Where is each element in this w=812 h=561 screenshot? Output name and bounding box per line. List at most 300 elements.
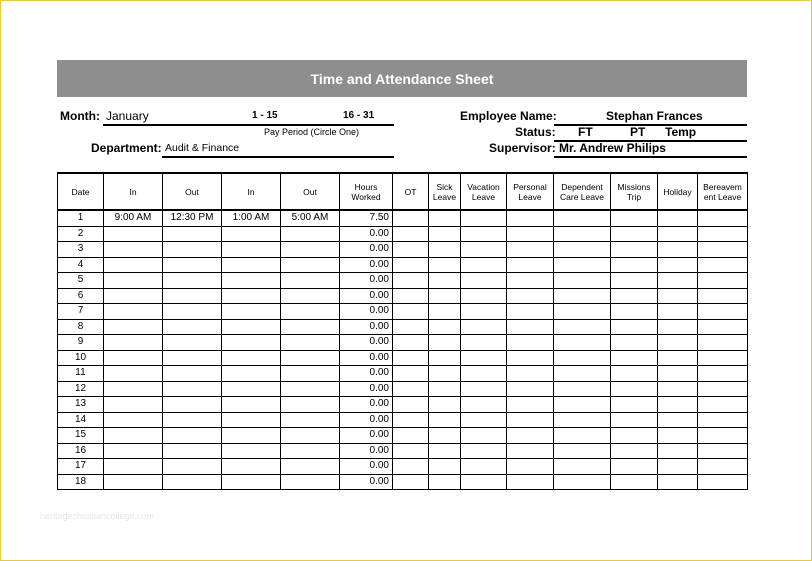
- entry-cell[interactable]: [698, 335, 748, 351]
- entry-cell[interactable]: [222, 459, 281, 475]
- entry-cell[interactable]: [281, 335, 340, 351]
- entry-cell[interactable]: [163, 242, 222, 258]
- entry-cell[interactable]: [163, 335, 222, 351]
- entry-cell[interactable]: [507, 288, 554, 304]
- date-cell: 4: [58, 257, 104, 273]
- entry-cell[interactable]: [698, 350, 748, 366]
- entry-cell[interactable]: [698, 273, 748, 289]
- entry-cell[interactable]: [222, 443, 281, 459]
- entry-cell[interactable]: [554, 381, 611, 397]
- entry-cell[interactable]: [554, 350, 611, 366]
- entry-cell[interactable]: [658, 335, 698, 351]
- hours-worked-cell[interactable]: 0.00: [340, 474, 393, 490]
- entry-cell[interactable]: [393, 428, 429, 444]
- status-option-ft[interactable]: FT: [578, 125, 593, 139]
- entry-cell[interactable]: [698, 397, 748, 413]
- entry-cell[interactable]: [104, 273, 163, 289]
- entry-cell[interactable]: [222, 474, 281, 490]
- table-row: [58, 288, 748, 304]
- entry-cell[interactable]: [429, 242, 461, 258]
- entry-cell[interactable]: [507, 273, 554, 289]
- entry-cell[interactable]: [104, 412, 163, 428]
- employee-name-field[interactable]: Stephan Frances: [606, 109, 703, 123]
- entry-cell[interactable]: [611, 257, 658, 273]
- entry-cell[interactable]: [507, 257, 554, 273]
- table-row: [58, 242, 748, 258]
- employee-name-label: Employee Name:: [460, 109, 557, 123]
- entry-cell[interactable]: [507, 474, 554, 490]
- hours-worked-cell[interactable]: 0.00: [340, 412, 393, 428]
- table-row: [58, 443, 748, 459]
- entry-cell[interactable]: [554, 304, 611, 320]
- entry-cell[interactable]: [698, 210, 748, 226]
- entry-cell[interactable]: [393, 210, 429, 226]
- hours-worked-cell[interactable]: 0.00: [340, 459, 393, 475]
- entry-cell[interactable]: [393, 257, 429, 273]
- entry-cell[interactable]: [658, 459, 698, 475]
- entry-cell[interactable]: [222, 381, 281, 397]
- entry-cell[interactable]: [281, 350, 340, 366]
- entry-cell[interactable]: [393, 412, 429, 428]
- date-cell: 14: [58, 412, 104, 428]
- entry-cell[interactable]: [658, 350, 698, 366]
- entry-cell[interactable]: [507, 397, 554, 413]
- date-cell: 6: [58, 288, 104, 304]
- entry-cell[interactable]: [507, 366, 554, 382]
- entry-cell[interactable]: [658, 319, 698, 335]
- entry-cell[interactable]: [698, 226, 748, 242]
- table-row: [58, 366, 748, 382]
- entry-cell[interactable]: [507, 304, 554, 320]
- entry-cell[interactable]: [104, 242, 163, 258]
- entry-cell[interactable]: [104, 397, 163, 413]
- entry-cell[interactable]: [658, 210, 698, 226]
- entry-cell[interactable]: [222, 350, 281, 366]
- hours-worked-cell[interactable]: 0.00: [340, 226, 393, 242]
- entry-cell[interactable]: [429, 381, 461, 397]
- date-cell: 9: [58, 335, 104, 351]
- entry-cell[interactable]: [393, 397, 429, 413]
- entry-cell[interactable]: [554, 459, 611, 475]
- hours-worked-cell[interactable]: 0.00: [340, 443, 393, 459]
- entry-cell[interactable]: [698, 381, 748, 397]
- entry-cell[interactable]: [554, 335, 611, 351]
- entry-cell[interactable]: [393, 381, 429, 397]
- entry-cell[interactable]: [222, 412, 281, 428]
- entry-cell[interactable]: 1:00 AM: [222, 210, 281, 226]
- hours-worked-cell[interactable]: 0.00: [340, 381, 393, 397]
- pay-period-first-half[interactable]: 1 - 15: [252, 110, 278, 121]
- entry-cell[interactable]: [281, 242, 340, 258]
- entry-cell[interactable]: [393, 350, 429, 366]
- entry-cell[interactable]: 12:30 PM: [163, 210, 222, 226]
- entry-cell[interactable]: [461, 288, 507, 304]
- entry-cell[interactable]: [507, 412, 554, 428]
- entry-cell[interactable]: [461, 474, 507, 490]
- entry-cell[interactable]: [507, 350, 554, 366]
- table-row: [58, 459, 748, 475]
- entry-cell[interactable]: [554, 428, 611, 444]
- entry-cell[interactable]: [429, 273, 461, 289]
- hours-worked-cell[interactable]: 0.00: [340, 335, 393, 351]
- entry-cell[interactable]: [698, 428, 748, 444]
- entry-cell[interactable]: [461, 319, 507, 335]
- entry-cell[interactable]: [461, 381, 507, 397]
- entry-cell[interactable]: [611, 381, 658, 397]
- entry-cell[interactable]: [461, 226, 507, 242]
- department-underline: [162, 156, 394, 158]
- entry-cell[interactable]: [163, 443, 222, 459]
- entry-cell[interactable]: [554, 242, 611, 258]
- entry-cell[interactable]: [611, 459, 658, 475]
- entry-cell[interactable]: [658, 257, 698, 273]
- entry-cell[interactable]: [554, 397, 611, 413]
- entry-cell[interactable]: [393, 366, 429, 382]
- entry-cell[interactable]: [281, 428, 340, 444]
- entry-cell[interactable]: 9:00 AM: [104, 210, 163, 226]
- entry-cell[interactable]: [429, 335, 461, 351]
- entry-cell[interactable]: [698, 443, 748, 459]
- entry-cell[interactable]: [281, 366, 340, 382]
- supervisor-label: Supervisor:: [489, 141, 556, 155]
- entry-cell[interactable]: [104, 257, 163, 273]
- entry-cell[interactable]: [429, 257, 461, 273]
- hours-worked-cell[interactable]: 0.00: [340, 366, 393, 382]
- entry-cell[interactable]: [461, 443, 507, 459]
- entry-cell[interactable]: [698, 459, 748, 475]
- entry-cell[interactable]: [429, 443, 461, 459]
- date-cell: 10: [58, 350, 104, 366]
- entry-cell[interactable]: [222, 366, 281, 382]
- entry-cell[interactable]: [461, 242, 507, 258]
- entry-cell[interactable]: [611, 226, 658, 242]
- entry-cell[interactable]: [554, 443, 611, 459]
- date-cell: 5: [58, 273, 104, 289]
- entry-cell[interactable]: [281, 443, 340, 459]
- entry-cell[interactable]: [222, 335, 281, 351]
- entry-cell[interactable]: [658, 397, 698, 413]
- entry-cell[interactable]: [104, 350, 163, 366]
- column-header: Out: [163, 173, 222, 210]
- pay-period-second-half[interactable]: 16 - 31: [343, 110, 375, 121]
- entry-cell[interactable]: [429, 226, 461, 242]
- entry-cell[interactable]: [461, 459, 507, 475]
- column-header: OT: [393, 173, 429, 210]
- entry-cell[interactable]: 5:00 AM: [281, 210, 340, 226]
- entry-cell[interactable]: [611, 443, 658, 459]
- entry-cell[interactable]: [104, 428, 163, 444]
- hours-worked-cell[interactable]: 0.00: [340, 257, 393, 273]
- table-row: [58, 350, 748, 366]
- month-field[interactable]: January: [106, 109, 149, 123]
- entry-cell[interactable]: [163, 397, 222, 413]
- hours-worked-cell[interactable]: 0.00: [340, 319, 393, 335]
- hours-worked-cell[interactable]: 0.00: [340, 428, 393, 444]
- entry-cell[interactable]: [104, 226, 163, 242]
- attendance-table: [57, 172, 748, 490]
- entry-cell[interactable]: [698, 412, 748, 428]
- entry-cell[interactable]: [461, 412, 507, 428]
- entry-cell[interactable]: [554, 288, 611, 304]
- hours-worked-cell[interactable]: 0.00: [340, 397, 393, 413]
- entry-cell[interactable]: [222, 226, 281, 242]
- entry-cell[interactable]: [554, 366, 611, 382]
- entry-cell[interactable]: [658, 474, 698, 490]
- table-row: [58, 412, 748, 428]
- entry-cell[interactable]: [163, 366, 222, 382]
- entry-cell[interactable]: [163, 288, 222, 304]
- table-row: [58, 257, 748, 273]
- entry-cell[interactable]: [281, 226, 340, 242]
- entry-cell[interactable]: [393, 474, 429, 490]
- entry-cell[interactable]: [281, 397, 340, 413]
- entry-cell[interactable]: [393, 242, 429, 258]
- column-header: Date: [58, 173, 104, 210]
- entry-cell[interactable]: [658, 412, 698, 428]
- entry-cell[interactable]: [429, 428, 461, 444]
- entry-cell[interactable]: [554, 257, 611, 273]
- entry-cell[interactable]: [461, 210, 507, 226]
- entry-cell[interactable]: [461, 273, 507, 289]
- department-label: Department:: [91, 141, 162, 155]
- column-header: Personal Leave: [507, 173, 554, 210]
- entry-cell[interactable]: [163, 428, 222, 444]
- entry-cell[interactable]: [461, 397, 507, 413]
- entry-cell[interactable]: [507, 428, 554, 444]
- column-header: In: [222, 173, 281, 210]
- entry-cell[interactable]: [658, 443, 698, 459]
- entry-cell[interactable]: [507, 443, 554, 459]
- entry-cell[interactable]: [611, 335, 658, 351]
- entry-cell[interactable]: [429, 412, 461, 428]
- entry-cell[interactable]: [611, 350, 658, 366]
- entry-cell[interactable]: [104, 335, 163, 351]
- entry-cell[interactable]: [163, 257, 222, 273]
- date-cell: 11: [58, 366, 104, 382]
- entry-cell[interactable]: [461, 428, 507, 444]
- entry-cell[interactable]: [281, 474, 340, 490]
- entry-cell[interactable]: [611, 288, 658, 304]
- date-cell: 1: [58, 210, 104, 226]
- entry-cell[interactable]: [281, 319, 340, 335]
- entry-cell[interactable]: [698, 257, 748, 273]
- column-header: Bereavem ent Leave: [698, 173, 748, 210]
- entry-cell[interactable]: [104, 474, 163, 490]
- entry-cell[interactable]: [163, 350, 222, 366]
- entry-cell[interactable]: [554, 226, 611, 242]
- entry-cell[interactable]: [163, 381, 222, 397]
- date-cell: 18: [58, 474, 104, 490]
- entry-cell[interactable]: [429, 319, 461, 335]
- table-row: [58, 474, 748, 490]
- entry-cell[interactable]: [507, 335, 554, 351]
- entry-cell[interactable]: [222, 428, 281, 444]
- hours-worked-cell[interactable]: 0.00: [340, 288, 393, 304]
- entry-cell[interactable]: [658, 273, 698, 289]
- entry-cell[interactable]: [393, 304, 429, 320]
- entry-cell[interactable]: [611, 273, 658, 289]
- date-cell: 12: [58, 381, 104, 397]
- entry-cell[interactable]: [461, 304, 507, 320]
- date-cell: 16: [58, 443, 104, 459]
- entry-cell[interactable]: [429, 474, 461, 490]
- entry-cell[interactable]: [507, 210, 554, 226]
- entry-cell[interactable]: [222, 319, 281, 335]
- entry-cell[interactable]: [611, 242, 658, 258]
- entry-cell[interactable]: [554, 412, 611, 428]
- entry-cell[interactable]: [611, 366, 658, 382]
- entry-cell[interactable]: [163, 459, 222, 475]
- table-row: [58, 397, 748, 413]
- entry-cell[interactable]: [222, 288, 281, 304]
- entry-cell[interactable]: [429, 459, 461, 475]
- table-row: [58, 210, 748, 226]
- table-row: [58, 304, 748, 320]
- column-header: Holiday: [658, 173, 698, 210]
- entry-cell[interactable]: [393, 226, 429, 242]
- entry-cell[interactable]: [658, 288, 698, 304]
- entry-cell[interactable]: [393, 459, 429, 475]
- column-header: Vacation Leave: [461, 173, 507, 210]
- entry-cell[interactable]: [429, 366, 461, 382]
- entry-cell[interactable]: [658, 381, 698, 397]
- entry-cell[interactable]: [222, 257, 281, 273]
- entry-cell[interactable]: [429, 210, 461, 226]
- column-header: Missions Trip: [611, 173, 658, 210]
- table-row: [58, 226, 748, 242]
- entry-cell[interactable]: [281, 412, 340, 428]
- entry-cell[interactable]: [658, 226, 698, 242]
- entry-cell[interactable]: [281, 288, 340, 304]
- entry-cell[interactable]: [222, 273, 281, 289]
- table-header-row: [58, 173, 748, 210]
- column-header: Hours Worked: [340, 173, 393, 210]
- entry-cell[interactable]: [461, 257, 507, 273]
- hours-worked-cell[interactable]: 0.00: [340, 242, 393, 258]
- entry-cell[interactable]: [611, 210, 658, 226]
- entry-cell[interactable]: [222, 304, 281, 320]
- date-cell: 7: [58, 304, 104, 320]
- entry-cell[interactable]: [393, 335, 429, 351]
- hours-worked-cell[interactable]: 0.00: [340, 273, 393, 289]
- entry-cell[interactable]: [281, 304, 340, 320]
- status-option-temp[interactable]: Temp: [665, 125, 697, 139]
- entry-cell[interactable]: [429, 304, 461, 320]
- entry-cell[interactable]: [393, 288, 429, 304]
- column-header: In: [104, 173, 163, 210]
- entry-cell[interactable]: [658, 304, 698, 320]
- hours-worked-cell[interactable]: 7.50: [340, 210, 393, 226]
- column-header: Out: [281, 173, 340, 210]
- entry-cell[interactable]: [611, 304, 658, 320]
- entry-cell[interactable]: [281, 257, 340, 273]
- entry-cell[interactable]: [163, 474, 222, 490]
- entry-cell[interactable]: [698, 366, 748, 382]
- entry-cell[interactable]: [163, 226, 222, 242]
- entry-cell[interactable]: [104, 459, 163, 475]
- entry-cell[interactable]: [163, 273, 222, 289]
- entry-cell[interactable]: [281, 273, 340, 289]
- entry-cell[interactable]: [104, 288, 163, 304]
- table-row: [58, 428, 748, 444]
- entry-cell[interactable]: [698, 304, 748, 320]
- date-cell: 13: [58, 397, 104, 413]
- entry-cell[interactable]: [163, 319, 222, 335]
- entry-cell[interactable]: [507, 381, 554, 397]
- entry-cell[interactable]: [281, 459, 340, 475]
- entry-cell[interactable]: [554, 210, 611, 226]
- entry-cell[interactable]: [658, 366, 698, 382]
- entry-cell[interactable]: [461, 335, 507, 351]
- entry-cell[interactable]: [554, 474, 611, 490]
- entry-cell[interactable]: [429, 350, 461, 366]
- date-cell: 17: [58, 459, 104, 475]
- entry-cell[interactable]: [104, 443, 163, 459]
- entry-cell[interactable]: [393, 319, 429, 335]
- entry-cell[interactable]: [104, 381, 163, 397]
- status-option-pt[interactable]: PT: [630, 125, 646, 139]
- entry-cell[interactable]: [611, 397, 658, 413]
- date-cell: 8: [58, 319, 104, 335]
- entry-cell[interactable]: [222, 397, 281, 413]
- supervisor-field[interactable]: Mr. Andrew Philips: [559, 141, 666, 155]
- entry-cell[interactable]: [104, 366, 163, 382]
- entry-cell[interactable]: [429, 288, 461, 304]
- entry-cell[interactable]: [104, 304, 163, 320]
- entry-cell[interactable]: [611, 428, 658, 444]
- status-label: Status:: [515, 125, 556, 139]
- column-header: Sick Leave: [429, 173, 461, 210]
- sheet-title: Time and Attendance Sheet: [57, 60, 747, 97]
- entry-cell[interactable]: [698, 288, 748, 304]
- entry-cell[interactable]: [393, 273, 429, 289]
- date-cell: 2: [58, 226, 104, 242]
- entry-cell[interactable]: [698, 242, 748, 258]
- entry-cell[interactable]: [507, 319, 554, 335]
- month-label: Month:: [60, 109, 100, 123]
- entry-cell[interactable]: [658, 242, 698, 258]
- entry-cell[interactable]: [163, 304, 222, 320]
- department-field[interactable]: Audit & Finance: [165, 142, 240, 154]
- entry-cell[interactable]: [393, 443, 429, 459]
- entry-cell[interactable]: [429, 397, 461, 413]
- entry-cell[interactable]: [507, 242, 554, 258]
- column-header: Dependent Care Leave: [554, 173, 611, 210]
- entry-cell[interactable]: [554, 273, 611, 289]
- entry-cell[interactable]: [163, 412, 222, 428]
- entry-cell[interactable]: [611, 474, 658, 490]
- entry-cell[interactable]: [611, 412, 658, 428]
- entry-cell[interactable]: [698, 319, 748, 335]
- entry-cell[interactable]: [461, 350, 507, 366]
- entry-cell[interactable]: [507, 459, 554, 475]
- table-row: [58, 381, 748, 397]
- hours-worked-cell[interactable]: 0.00: [340, 304, 393, 320]
- table-row: [58, 273, 748, 289]
- entry-cell[interactable]: [281, 381, 340, 397]
- date-cell: 15: [58, 428, 104, 444]
- entry-cell[interactable]: [658, 428, 698, 444]
- watermark: heritagechristiancollege.com: [40, 511, 155, 521]
- entry-cell[interactable]: [611, 319, 658, 335]
- entry-cell[interactable]: [104, 319, 163, 335]
- entry-cell[interactable]: [554, 319, 611, 335]
- entry-cell[interactable]: [507, 226, 554, 242]
- entry-cell[interactable]: [698, 474, 748, 490]
- entry-cell[interactable]: [222, 242, 281, 258]
- hours-worked-cell[interactable]: 0.00: [340, 350, 393, 366]
- entry-cell[interactable]: [461, 366, 507, 382]
